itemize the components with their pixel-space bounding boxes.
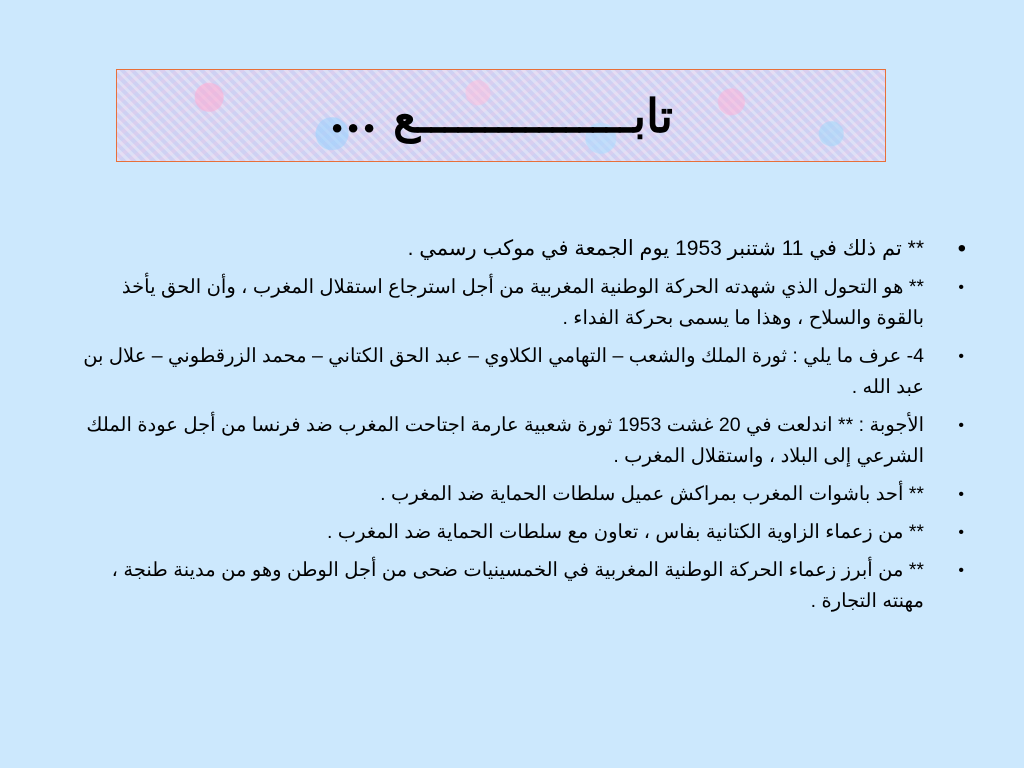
bullet-icon: • xyxy=(958,279,964,296)
title-box xyxy=(116,69,886,162)
bullet-icon: • xyxy=(958,486,964,503)
bullet-item xyxy=(70,272,970,334)
bullet-text: ** هو التحول الذي شهدته الحركة الوطنية المغربية من أجل استرجاع استقلال المغرب ، وأن الحق يأخذ بالقوة والسلاح ، وهذا ما يسمى بحركة الفداء . xyxy=(121,276,924,329)
bullet-text: الأجوبة : ** اندلعت في 20 غشت 1953 ثورة شعبية عارمة اجتاحت المغرب ضد فرنسا من أجل عودة الملك الشرعي إلى البلاد ، واستقلال المغرب . xyxy=(86,414,924,467)
bullet-icon: • xyxy=(958,417,964,434)
bullet-icon: • xyxy=(958,562,964,579)
bullet-list xyxy=(70,232,970,624)
bullet-text: ** من أبرز زعماء الحركة الوطنية المغربية في الخمسينيات ضحى من أجل الوطن وهو من مدينة طنجة ، مهنته التجارة . xyxy=(111,559,924,612)
bullet-item xyxy=(70,479,970,510)
bullet-icon: • xyxy=(958,348,964,365)
bullet-text: ** أحد باشوات المغرب بمراكش عميل سلطات الحماية ضد المغرب . xyxy=(380,483,924,505)
bullet-item xyxy=(70,555,970,617)
bullet-text: ** تم ذلك في 11 شتنبر 1953 يوم الجمعة في موكب رسمي . xyxy=(407,237,924,260)
bullet-text: 4- عرف ما يلي : ثورة الملك والشعب – التهامي الكلاوي – عبد الحق الكتاني – محمد الزرقطوني – علال بن عبد الله . xyxy=(83,345,924,398)
bullet-item xyxy=(70,232,970,266)
bullet-item xyxy=(70,341,970,403)
bullet-item xyxy=(70,517,970,548)
slide-title: تابــــــــــــــــع ... xyxy=(329,88,673,143)
bullet-icon: • xyxy=(957,235,966,262)
bullet-item xyxy=(70,410,970,472)
bullet-icon: • xyxy=(958,524,964,541)
bullet-text: ** من زعماء الزاوية الكتانية بفاس ، تعاون مع سلطات الحماية ضد المغرب . xyxy=(326,521,924,543)
